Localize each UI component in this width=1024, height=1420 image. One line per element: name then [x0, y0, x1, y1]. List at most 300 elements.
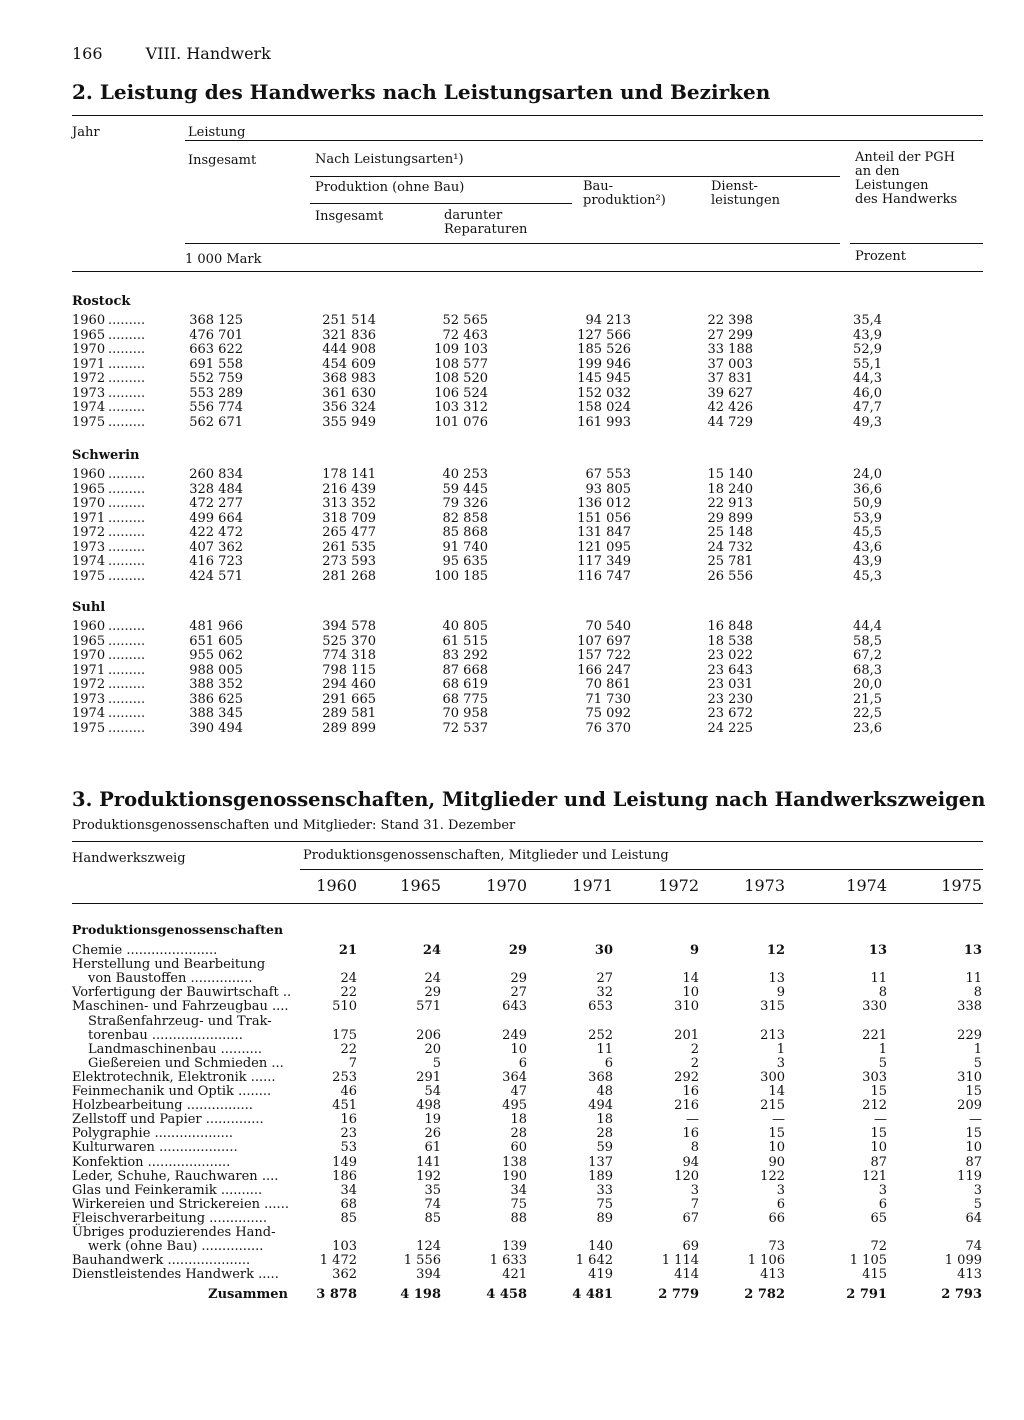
leader-dots: .........	[108, 510, 146, 526]
table-row	[0, 483, 1024, 497]
year-cell: 1975	[72, 568, 106, 584]
table-row	[0, 1113, 1024, 1127]
leader-dots: .........	[108, 313, 146, 328]
anteil-pgh-cell: 35,4	[853, 313, 882, 328]
value-cell-1973: 15	[768, 1126, 785, 1142]
leader-dots: ......	[246, 1069, 276, 1085]
section-produktionsgenossenschaften: Produktionsgenossenschaften	[72, 922, 284, 937]
prod-insgesamt-cell: 355 949	[322, 414, 376, 430]
table-row	[0, 1198, 1024, 1212]
value-cell-1975: 310	[957, 1069, 982, 1085]
value-cell-1973: 10	[768, 1140, 785, 1156]
anteil-pgh-cell: 22,5	[853, 706, 882, 721]
table-row	[0, 958, 1024, 972]
insgesamt-cell: 472 277	[189, 496, 243, 511]
bauproduktion-cell: 116 747	[577, 568, 631, 584]
zweig-label: Übriges produzierendes Hand-	[72, 1225, 276, 1240]
leader-dots: ..........	[216, 1041, 262, 1057]
prod-insgesamt-cell: 318 709	[322, 510, 376, 526]
value-cell-1975: 10	[965, 1140, 982, 1156]
insgesamt-cell: 328 484	[189, 481, 243, 497]
value-cell-1974: 15	[870, 1084, 887, 1099]
value-cell-1972: 16	[682, 1126, 699, 1142]
total-cell-1970: 4 458	[486, 1287, 527, 1303]
zweig-cell	[72, 1113, 264, 1127]
leader-dots: ....................	[143, 1154, 231, 1170]
anteil-pgh-cell: 67,2	[853, 648, 882, 663]
value-cell-1973: 215	[760, 1098, 785, 1114]
leader-dots: ...................	[150, 1126, 234, 1142]
table-row	[0, 555, 1024, 569]
zweig-cell	[88, 972, 253, 986]
dienstleistungen-cell: 16 848	[707, 619, 753, 634]
table-row	[0, 468, 1024, 482]
value-cell-1965: 192	[416, 1168, 441, 1184]
zweig-cell	[72, 1170, 278, 1184]
table-row	[0, 635, 1024, 649]
value-cell-1973: 1	[776, 1041, 785, 1057]
zweig-cell	[72, 958, 265, 972]
value-cell-1960: 103	[332, 1239, 357, 1255]
zweig-cell	[88, 1057, 284, 1071]
col-anteil-2: an den	[855, 164, 900, 179]
reparaturen-cell: 59 445	[442, 481, 488, 497]
value-cell-1970: 47	[510, 1084, 527, 1099]
value-cell-1971: 653	[588, 999, 613, 1015]
prod-insgesamt-cell: 361 630	[322, 385, 376, 401]
leader-dots: ..............	[205, 1210, 268, 1226]
insgesamt-cell: 955 062	[189, 648, 243, 663]
value-cell-1965: 206	[416, 1027, 441, 1043]
table3-top-rule	[72, 841, 983, 842]
year-cell: 1975	[72, 720, 106, 736]
table-row	[0, 1057, 1024, 1071]
value-cell-1974: 3	[878, 1182, 887, 1198]
value-cell-1972: 120	[674, 1168, 699, 1184]
year-cell: 1971	[72, 356, 106, 372]
anteil-pgh-cell: 47,7	[853, 400, 882, 415]
value-cell-1971: 27	[596, 971, 613, 987]
value-cell-1971: 89	[596, 1210, 613, 1226]
leader-dots: ........	[233, 1084, 272, 1099]
insgesamt-cell: 388 345	[189, 706, 243, 721]
zweig-label: Chemie	[72, 943, 123, 958]
year-cell: 1974	[72, 400, 106, 415]
value-cell-1965: 291	[416, 1069, 441, 1085]
leader-dots: .........	[108, 467, 146, 482]
value-cell-1971: 59	[596, 1140, 613, 1156]
zweig-cell	[72, 1184, 262, 1198]
prod-insgesamt-cell: 356 324	[322, 400, 376, 415]
zweig-cell	[72, 1156, 230, 1170]
value-cell-1975: 1 099	[944, 1253, 982, 1269]
year-header-1971: 1971	[572, 876, 613, 895]
dienstleistungen-cell: 22 398	[707, 313, 753, 328]
total-cell-1974: 2 791	[846, 1287, 887, 1303]
dienstleistungen-cell: 37 831	[707, 371, 753, 386]
value-cell-1974: —	[874, 1112, 887, 1128]
dienstleistungen-cell: 23 031	[707, 677, 753, 692]
value-cell-1971: 33	[596, 1182, 613, 1198]
table-row	[0, 944, 1024, 958]
anteil-pgh-cell: 50,9	[853, 496, 882, 511]
bauproduktion-cell: 71 730	[585, 691, 631, 707]
col-bau-2: produktion²)	[583, 193, 666, 208]
value-cell-1960: 175	[332, 1027, 357, 1043]
value-cell-1970: 1 633	[489, 1253, 527, 1269]
year-cell: 1972	[72, 677, 106, 692]
value-cell-1965: 571	[416, 999, 441, 1015]
table-row	[0, 1240, 1024, 1254]
zweig-cell	[72, 1254, 250, 1268]
reparaturen-cell: 83 292	[442, 648, 488, 663]
insgesamt-cell: 562 671	[189, 414, 243, 430]
zweig-cell	[72, 1071, 276, 1085]
col-anteil-4: des Handwerks	[855, 192, 958, 207]
year-cell: 1970	[72, 342, 106, 357]
zweig-cell	[72, 1226, 276, 1240]
value-cell-1965: 1 556	[403, 1253, 441, 1269]
bauproduktion-cell: 166 247	[577, 662, 631, 678]
zweig-cell	[72, 1198, 289, 1212]
leader-dots: .....	[254, 1267, 279, 1283]
region-heading: Suhl	[72, 600, 106, 615]
value-cell-1975: 8	[973, 985, 982, 1001]
anteil-pgh-cell: 20,0	[853, 677, 882, 692]
prod-insgesamt-cell: 368 983	[322, 371, 376, 386]
anteil-pgh-cell: 43,9	[853, 554, 882, 569]
table-row	[0, 570, 1024, 584]
bauproduktion-cell: 145 945	[577, 371, 631, 386]
value-cell-1960: 46	[340, 1084, 357, 1099]
leader-dots: ....	[267, 999, 289, 1015]
prod-insgesamt-cell: 321 836	[322, 327, 376, 343]
unit-prozent: Prozent	[855, 249, 906, 264]
value-cell-1970: 10	[510, 1041, 527, 1057]
table2-rule-units-left	[185, 243, 840, 244]
total-cell-1965: 4 198	[400, 1287, 441, 1303]
value-cell-1972: 9	[689, 943, 699, 958]
value-cell-1973: 1 106	[747, 1253, 785, 1269]
value-cell-1970: 190	[502, 1168, 527, 1184]
value-cell-1970: 88	[510, 1210, 527, 1226]
table-row	[0, 1127, 1024, 1141]
value-cell-1965: 24	[422, 943, 441, 958]
value-cell-1972: 7	[690, 1196, 699, 1212]
value-cell-1960: 23	[340, 1126, 357, 1142]
table-row	[0, 1212, 1024, 1226]
col-handwerkszweig: Handwerkszweig	[72, 851, 186, 866]
table-row	[0, 620, 1024, 634]
chapter-title: VIII. Handwerk	[145, 44, 271, 63]
table-row	[0, 1029, 1024, 1043]
value-cell-1975: 74	[965, 1239, 982, 1255]
zweig-cell	[72, 1099, 253, 1113]
value-cell-1972: —	[686, 1112, 699, 1128]
value-cell-1973: 3	[776, 1055, 785, 1071]
zweig-label: werk (ohne Bau)	[88, 1239, 198, 1255]
insgesamt-cell: 424 571	[189, 568, 243, 584]
leader-dots: .........	[108, 648, 146, 663]
zweig-label: Bauhandwerk	[72, 1253, 164, 1269]
dienstleistungen-cell: 23 643	[707, 662, 753, 678]
dienstleistungen-cell: 25 781	[707, 554, 753, 569]
zweig-label: Maschinen- und Fahrzeugbau	[72, 999, 268, 1015]
bauproduktion-cell: 158 024	[577, 400, 631, 415]
prod-insgesamt-cell: 454 609	[322, 356, 376, 372]
value-cell-1975: 13	[963, 943, 982, 958]
reparaturen-cell: 103 312	[434, 400, 488, 415]
reparaturen-cell: 91 740	[442, 539, 488, 555]
value-cell-1970: 29	[510, 971, 527, 987]
prod-insgesamt-cell: 178 141	[322, 467, 376, 482]
table3-span-rule	[300, 869, 983, 870]
year-cell: 1965	[72, 327, 106, 343]
zweig-label: Zellstoff und Papier	[72, 1112, 202, 1128]
year-header-1973: 1973	[744, 876, 785, 895]
value-cell-1972: 3	[690, 1182, 699, 1198]
insgesamt-cell: 988 005	[189, 662, 243, 678]
leader-dots: .........	[108, 371, 146, 386]
value-cell-1972: 10	[682, 985, 699, 1001]
value-cell-1965: 20	[424, 1041, 441, 1057]
year-cell: 1973	[72, 385, 106, 401]
value-cell-1960: 21	[338, 943, 357, 958]
prod-insgesamt-cell: 289 899	[322, 720, 376, 736]
year-cell: 1974	[72, 554, 106, 569]
value-cell-1970: 18	[510, 1112, 527, 1128]
value-cell-1970: 6	[518, 1055, 527, 1071]
year-cell: 1970	[72, 648, 106, 663]
value-cell-1960: 53	[340, 1140, 357, 1156]
value-cell-1972: 414	[674, 1267, 699, 1283]
value-cell-1974: 303	[862, 1069, 887, 1085]
table-row	[0, 1099, 1024, 1113]
table2-rule-produktion	[310, 203, 572, 204]
value-cell-1970: 364	[502, 1069, 527, 1085]
zweig-label: Konfektion	[72, 1154, 144, 1170]
total-cell-1975: 2 793	[941, 1287, 982, 1303]
value-cell-1975: 15	[965, 1084, 982, 1099]
value-cell-1970: 421	[502, 1267, 527, 1283]
reparaturen-cell: 72 537	[442, 720, 488, 736]
unit-1000-mark: 1 000 Mark	[185, 252, 262, 267]
reparaturen-cell: 95 635	[442, 554, 488, 569]
year-header-1970: 1970	[486, 876, 527, 895]
bauproduktion-cell: 136 012	[577, 496, 631, 511]
bauproduktion-cell: 70 540	[585, 619, 631, 634]
leader-dots: .........	[108, 496, 146, 511]
table-row	[0, 1000, 1024, 1014]
value-cell-1974: 212	[862, 1098, 887, 1114]
leader-dots: ......	[260, 1196, 289, 1212]
total-cell-1960: 3 878	[316, 1287, 357, 1303]
col-insgesamt: Insgesamt	[188, 153, 257, 168]
value-cell-1960: 7	[348, 1055, 357, 1071]
dienstleistungen-cell: 24 225	[707, 720, 753, 736]
value-cell-1970: 139	[502, 1239, 527, 1255]
value-cell-1960: 22	[340, 985, 357, 1001]
reparaturen-cell: 82 858	[442, 510, 488, 526]
value-cell-1973: 73	[768, 1239, 785, 1255]
insgesamt-cell: 553 289	[189, 385, 243, 401]
dienstleistungen-cell: 25 148	[707, 525, 753, 540]
anteil-pgh-cell: 46,0	[853, 385, 882, 401]
table-row	[0, 1226, 1024, 1240]
value-cell-1974: 1 105	[849, 1253, 887, 1269]
leader-dots: .........	[108, 342, 146, 357]
table-row	[0, 1085, 1024, 1099]
year-cell: 1974	[72, 706, 106, 721]
zweig-cell	[88, 1240, 263, 1254]
year-cell: 1972	[72, 371, 106, 386]
value-cell-1970: 138	[502, 1154, 527, 1170]
leader-dots: .........	[108, 356, 146, 372]
value-cell-1965: 141	[416, 1154, 441, 1170]
value-cell-1972: 67	[682, 1210, 699, 1226]
value-cell-1965: 26	[424, 1126, 441, 1142]
zweig-label: Herstellung und Bearbeitung	[72, 957, 266, 973]
leader-dots: .........	[108, 554, 146, 569]
zweig-label: torenbau	[88, 1027, 148, 1043]
value-cell-1960: 22	[340, 1041, 357, 1057]
col-reparaturen: Reparaturen	[444, 222, 528, 237]
prod-insgesamt-cell: 251 514	[322, 313, 376, 328]
value-cell-1971: 11	[596, 1041, 613, 1057]
leader-dots: .........	[108, 662, 146, 678]
value-cell-1975: 413	[957, 1267, 982, 1283]
table-row	[0, 497, 1024, 511]
insgesamt-cell: 476 701	[189, 327, 243, 343]
value-cell-1975: —	[969, 1112, 982, 1128]
prod-insgesamt-cell: 291 665	[322, 691, 376, 707]
table-row	[0, 678, 1024, 692]
zweig-cell	[88, 1043, 262, 1057]
table-row	[0, 1156, 1024, 1170]
table2-rule-leistung	[185, 140, 983, 141]
insgesamt-cell: 556 774	[189, 400, 243, 415]
table-row	[0, 372, 1024, 386]
value-cell-1972: 1 114	[661, 1253, 699, 1269]
prod-insgesamt-cell: 289 581	[322, 706, 376, 721]
dienstleistungen-cell: 18 538	[707, 633, 753, 649]
value-cell-1965: 5	[432, 1055, 441, 1071]
leader-dots: .........	[108, 481, 146, 497]
bauproduktion-cell: 121 095	[577, 539, 631, 555]
year-cell: 1971	[72, 510, 106, 526]
year-cell: 1973	[72, 691, 106, 707]
value-cell-1972: 310	[674, 999, 699, 1015]
value-cell-1970: 75	[510, 1196, 527, 1212]
table-row	[0, 664, 1024, 678]
value-cell-1972: 216	[674, 1098, 699, 1114]
value-cell-1970: 60	[510, 1140, 527, 1156]
zweig-cell	[72, 1141, 238, 1155]
dienstleistungen-cell: 15 140	[707, 467, 753, 482]
dienstleistungen-cell: 44 729	[707, 414, 753, 430]
table-row	[0, 1071, 1024, 1085]
bauproduktion-cell: 151 056	[577, 510, 631, 526]
prod-insgesamt-cell: 394 578	[322, 619, 376, 634]
value-cell-1960: 1 472	[319, 1253, 357, 1269]
total-cell-1973: 2 782	[744, 1287, 785, 1303]
value-cell-1975: 1	[973, 1041, 982, 1057]
leader-dots: .........	[108, 539, 146, 555]
prod-insgesamt-cell: 294 460	[322, 677, 376, 692]
value-cell-1971: 18	[596, 1112, 613, 1128]
reparaturen-cell: 68 775	[442, 691, 488, 707]
value-cell-1974: 15	[870, 1126, 887, 1142]
dienstleistungen-cell: 23 022	[707, 648, 753, 663]
value-cell-1965: 61	[424, 1140, 441, 1156]
value-cell-1971: 189	[588, 1168, 613, 1184]
anteil-pgh-cell: 68,3	[853, 662, 882, 678]
year-cell: 1960	[72, 619, 106, 634]
value-cell-1965: 54	[424, 1084, 441, 1099]
value-cell-1960: 510	[332, 999, 357, 1015]
leader-dots: .........	[108, 619, 146, 634]
reparaturen-cell: 85 868	[442, 525, 488, 540]
leader-dots: ...............	[186, 971, 253, 987]
value-cell-1970: 643	[502, 999, 527, 1015]
dienstleistungen-cell: 39 627	[707, 385, 753, 401]
insgesamt-cell: 552 759	[189, 371, 243, 386]
anteil-pgh-cell: 52,9	[853, 342, 882, 357]
total-cell-1972: 2 779	[658, 1287, 699, 1303]
insgesamt-cell: 481 966	[189, 619, 243, 634]
insgesamt-cell: 260 834	[189, 467, 243, 482]
anteil-pgh-cell: 49,3	[853, 414, 882, 430]
col-dienst-1: Dienst-	[711, 179, 758, 194]
value-cell-1973: 3	[776, 1182, 785, 1198]
year-cell: 1960	[72, 313, 106, 328]
bauproduktion-cell: 161 993	[577, 414, 631, 430]
table2-title: 2. Leistung des Handwerks nach Leistungsarten und Bezirken	[72, 80, 771, 104]
value-cell-1960: 149	[332, 1154, 357, 1170]
table-row	[0, 314, 1024, 328]
reparaturen-cell: 101 076	[434, 414, 488, 430]
reparaturen-cell: 70 958	[442, 706, 488, 721]
dienstleistungen-cell: 42 426	[707, 400, 753, 415]
region-heading: Rostock	[72, 294, 131, 309]
value-cell-1971: 75	[596, 1196, 613, 1212]
table-row	[0, 972, 1024, 986]
reparaturen-cell: 108 577	[434, 356, 488, 372]
prod-insgesamt-cell: 265 477	[322, 525, 376, 540]
bauproduktion-cell: 131 847	[577, 525, 631, 540]
value-cell-1965: 74	[424, 1196, 441, 1212]
value-cell-1974: 330	[862, 999, 887, 1015]
col-dienst-2: leistungen	[711, 193, 781, 208]
table-row	[0, 1170, 1024, 1184]
value-cell-1971: 28	[596, 1126, 613, 1142]
table3-subtitle: Produktionsgenossenschaften und Mitglieder: Stand 31. Dezember	[72, 818, 516, 833]
reparaturen-cell: 100 185	[434, 568, 488, 584]
table-row	[0, 986, 1024, 1000]
value-cell-1972: 16	[682, 1084, 699, 1099]
leader-dots: .........	[108, 633, 146, 649]
value-cell-1965: 29	[424, 985, 441, 1001]
value-cell-1971: 6	[604, 1055, 613, 1071]
table3-title: 3. Produktionsgenossenschaften, Mitglieder und Leistung nach Handwerkszweigen	[72, 788, 986, 811]
value-cell-1960: 362	[332, 1267, 357, 1283]
table-row	[0, 1043, 1024, 1057]
value-cell-1974: 415	[862, 1267, 887, 1283]
col-anteil-1: Anteil der PGH	[855, 150, 955, 165]
table2-head-bottom-rule	[72, 271, 983, 272]
zweig-label: Kulturwaren	[72, 1140, 155, 1156]
anteil-pgh-cell: 58,5	[853, 633, 882, 649]
